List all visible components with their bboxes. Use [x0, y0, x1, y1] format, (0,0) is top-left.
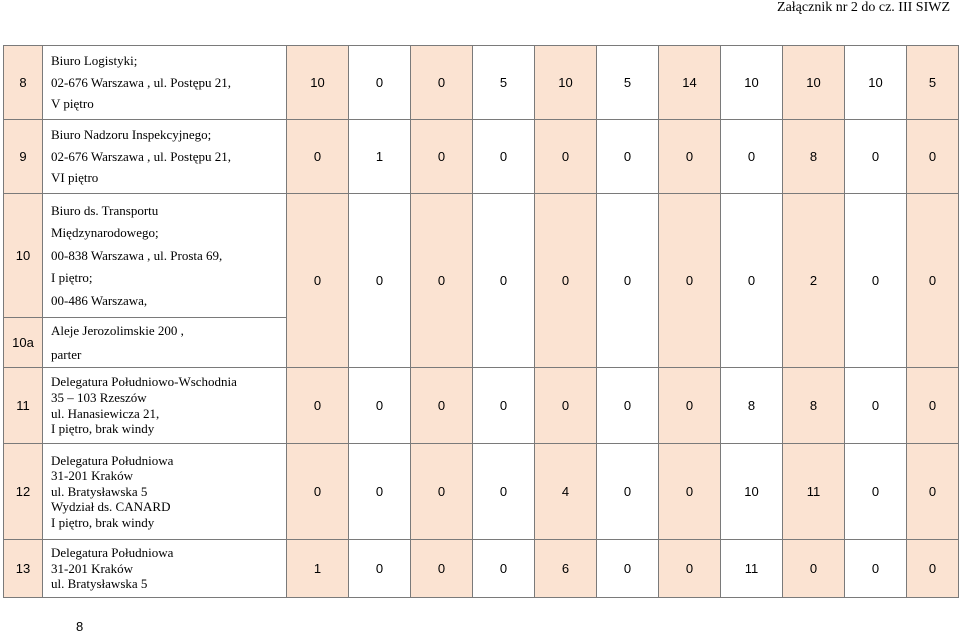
value-cell: 0 [411, 444, 473, 540]
value-cell: 0 [907, 540, 959, 598]
value-cell: 0 [659, 540, 721, 598]
value-cell: 10 [783, 46, 845, 120]
desc-line: 02-676 Warszawa , ul. Postępu 21, [51, 74, 231, 90]
value-cell: 1 [287, 540, 349, 598]
desc-line: 00-486 Warszawa, [51, 292, 148, 308]
attachment-header: Załącznik nr 2 do cz. III SIWZ [777, 0, 950, 15]
desc-line: VI piętro [51, 170, 99, 186]
value-cell: 0 [597, 194, 659, 368]
row-number: 10a [4, 318, 43, 368]
value-cell: 0 [907, 368, 959, 444]
desc-line: 02-676 Warszawa , ul. Postępu 21, [51, 148, 231, 164]
value-cell: 8 [721, 368, 783, 444]
location-description [43, 444, 287, 540]
value-cell: 0 [411, 194, 473, 368]
value-cell: 5 [907, 46, 959, 120]
value-cell: 0 [349, 46, 411, 120]
value-cell: 0 [287, 368, 349, 444]
value-cell: 0 [783, 540, 845, 598]
desc-line: ul. Bratysławska 5 [51, 576, 148, 592]
value-cell: 0 [845, 120, 907, 194]
value-cell: 5 [473, 46, 535, 120]
desc-line: 35 – 103 Rzeszów [51, 389, 147, 405]
desc-line: 31-201 Kraków [51, 468, 133, 484]
table-row [4, 120, 959, 194]
value-cell: 0 [535, 194, 597, 368]
desc-line: 00-838 Warszawa , ul. Prosta 69, [51, 247, 223, 263]
value-cell: 0 [473, 540, 535, 598]
value-cell: 0 [411, 46, 473, 120]
desc-line: Delegatura Południowo-Wschodnia [51, 374, 237, 390]
value-cell: 0 [659, 120, 721, 194]
desc-line: I piętro, brak windy [51, 421, 155, 437]
location-description [43, 318, 287, 368]
desc-line: Międzynarodowego; [51, 225, 159, 241]
location-description [43, 120, 287, 194]
value-cell: 1 [349, 120, 411, 194]
value-cell: 4 [535, 444, 597, 540]
row-number: 11 [4, 368, 43, 444]
value-cell: 0 [845, 368, 907, 444]
value-cell: 0 [721, 120, 783, 194]
location-description [43, 368, 287, 444]
value-cell: 0 [659, 444, 721, 540]
row-number: 8 [4, 46, 43, 120]
quantities-table [3, 45, 959, 598]
value-cell: 0 [907, 194, 959, 368]
value-cell: 11 [721, 540, 783, 598]
table-row [4, 368, 959, 444]
desc-line: I piętro, brak windy [51, 514, 155, 530]
desc-line: Biuro Logistyki; [51, 53, 138, 69]
value-cell: 0 [845, 194, 907, 368]
value-cell: 2 [783, 194, 845, 368]
value-cell: 0 [287, 120, 349, 194]
value-cell: 10 [845, 46, 907, 120]
value-cell: 14 [659, 46, 721, 120]
desc-line: Biuro Nadzoru Inspekcyjnego; [51, 127, 212, 143]
location-description [43, 46, 287, 120]
value-cell: 0 [349, 444, 411, 540]
value-cell: 0 [907, 444, 959, 540]
value-cell: 0 [473, 368, 535, 444]
value-cell: 0 [845, 444, 907, 540]
value-cell: 0 [597, 120, 659, 194]
desc-line: V piętro [51, 96, 94, 112]
desc-line: parter [51, 346, 82, 362]
value-cell: 0 [659, 194, 721, 368]
value-cell: 0 [287, 444, 349, 540]
value-cell: 0 [535, 120, 597, 194]
value-cell: 0 [411, 120, 473, 194]
value-cell: 0 [597, 368, 659, 444]
page-number: 8 [76, 619, 84, 634]
value-cell: 0 [659, 368, 721, 444]
value-cell: 0 [473, 194, 535, 368]
value-cell: 0 [411, 368, 473, 444]
row-number: 10 [4, 194, 43, 318]
value-cell: 10 [287, 46, 349, 120]
value-cell: 0 [845, 540, 907, 598]
value-cell: 0 [597, 540, 659, 598]
value-cell: 0 [349, 540, 411, 598]
value-cell: 0 [349, 194, 411, 368]
value-cell: 0 [287, 194, 349, 368]
value-cell: 0 [411, 540, 473, 598]
value-cell: 10 [535, 46, 597, 120]
value-cell: 0 [597, 444, 659, 540]
desc-line: 31-201 Kraków [51, 560, 133, 576]
table-row [4, 540, 959, 598]
desc-line: Biuro ds. Transportu [51, 202, 159, 218]
desc-line: Aleje Jerozolimskie 200 , [51, 322, 184, 338]
desc-line: Delegatura Południowa [51, 452, 174, 468]
value-cell: 5 [597, 46, 659, 120]
location-description [43, 194, 287, 318]
value-cell: 0 [349, 368, 411, 444]
desc-line: Delegatura Południowa [51, 545, 174, 561]
value-cell: 10 [721, 444, 783, 540]
table-row [4, 444, 959, 540]
value-cell: 11 [783, 444, 845, 540]
value-cell: 0 [721, 194, 783, 368]
value-cell: 6 [535, 540, 597, 598]
value-cell: 0 [473, 444, 535, 540]
value-cell: 0 [907, 120, 959, 194]
desc-line: ul. Bratysławska 5 [51, 483, 148, 499]
location-description [43, 540, 287, 598]
desc-line: Wydział ds. CANARD [51, 499, 171, 515]
row-number: 9 [4, 120, 43, 194]
value-cell: 0 [473, 120, 535, 194]
row-number: 12 [4, 444, 43, 540]
table-row [4, 46, 959, 120]
value-cell: 8 [783, 368, 845, 444]
table-row [4, 194, 959, 318]
desc-line: ul. Hanasiewicza 21, [51, 405, 160, 421]
value-cell: 0 [535, 368, 597, 444]
value-cell: 10 [721, 46, 783, 120]
desc-line: I piętro; [51, 270, 93, 286]
value-cell: 8 [783, 120, 845, 194]
row-number: 13 [4, 540, 43, 598]
